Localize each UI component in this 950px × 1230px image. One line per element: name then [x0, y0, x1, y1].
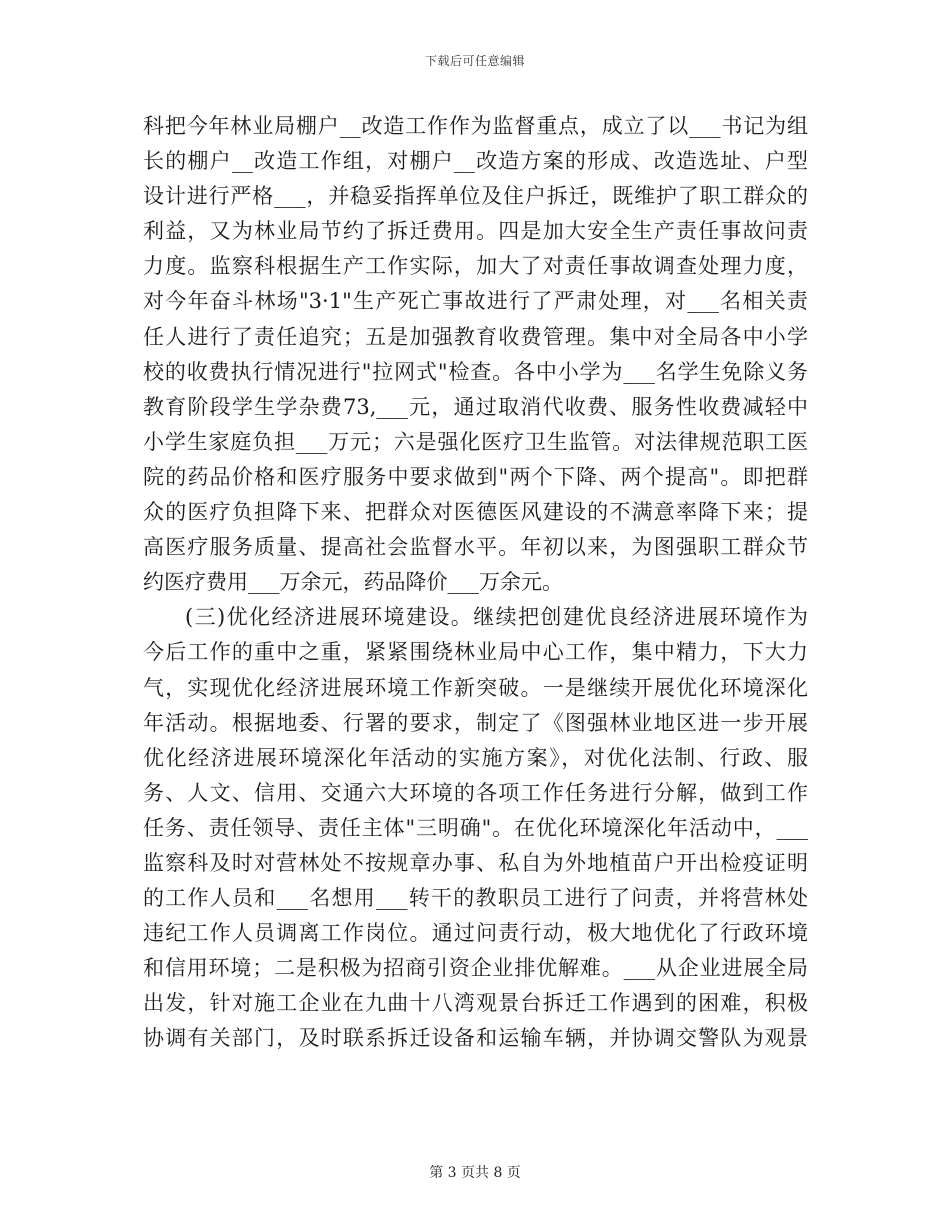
text-line: 利益，又为林业局节约了拆迁费用。四是加大安全生产责任事故问责	[143, 219, 808, 244]
text-line: 约医疗费用___万余元，药品降价___万余元。	[143, 570, 563, 595]
text-line: 力度。监察科根据生产工作实际，加大了对责任事故调查处理力度，	[143, 254, 808, 279]
text-line: 长的棚户__改造工作组，对棚户__改造方案的形成、改造选址、户型	[143, 149, 808, 174]
text-line: 任务、责任领导、责任主体"三明确"。在优化环境深化年活动中，___	[143, 815, 808, 840]
text-line: 对今年奋斗林场"3·1"生产死亡事故进行了严肃处理，对___名相关责	[143, 289, 808, 314]
text-line: 监察科及时对营林处不按规章办事、私自为外地植苗户开出检疫证明	[143, 850, 808, 875]
text-line: 众的医疗负担降下来、把群众对医德医风建设的不满意率降下来；提	[143, 500, 808, 525]
text-line: 优化经济进展环境深化年活动的实施方案》，对优化法制、行政、服	[143, 745, 808, 770]
page-header: 下载后可任意编辑	[424, 54, 525, 68]
page-number-footer: 第 3 页共 8 页	[429, 1165, 521, 1181]
text-line: 科把今年林业局棚户__改造工作作为监督重点，成立了以___书记为组	[143, 114, 808, 138]
text-line: 出发，针对施工企业在九曲十八湾观景台拆迁工作遇到的困难，积极	[143, 991, 808, 1016]
text-line: 任人进行了责任追究；五是加强教育收费管理。集中对全局各中小学	[143, 324, 808, 349]
document-body	[143, 109, 808, 1057]
text-line: 年活动。根据地委、行署的要求，制定了《图强林业地区进一步开展	[143, 710, 808, 735]
text-line: 气，实现优化经济进展环境工作新突破。一是继续开展优化环境深化	[143, 675, 808, 700]
text-line: 设计进行严格___，并稳妥指挥单位及住户拆迁，既维护了职工群众的	[143, 184, 808, 209]
text-line: 高医疗服务质量、提高社会监督水平。年初以来，为图强职工群众节	[143, 535, 808, 560]
text-line: 校的收费执行情况进行"拉网式"检查。各中小学为___名学生免除义务	[143, 359, 808, 384]
text-line: 院的药品价格和医疗服务中要求做到"两个下降、两个提高"。即把群	[143, 464, 808, 489]
text-line: 违纪工作人员调离工作岗位。通过问责行动，极大地优化了行政环境	[143, 921, 808, 946]
text-line: 小学生家庭负担___万元；六是强化医疗卫生监管。对法律规范职工医	[143, 429, 808, 454]
text-line: 教育阶段学生学杂费73,___元，通过取消代收费、服务性收费减轻中	[143, 394, 808, 419]
text-line: 协调有关部门，及时联系拆迁设备和运输车辆，并协调交警队为观景	[143, 1026, 808, 1051]
text-line: 和信用环境；二是积极为招商引资企业排优解难。___从企业进展全局	[143, 956, 808, 981]
section-heading-line: (三)优化经济进展环境建设。继续把创建优良经济进展环境作为	[185, 605, 808, 630]
text-line: 今后工作的重中之重，紧紧围绕林业局中心工作，集中精力，下大力	[143, 640, 808, 665]
text-line: 务、人文、信用、交通六大环境的各项工作任务进行分解，做到工作	[143, 780, 808, 805]
text-line: 的工作人员和___名想用___转干的教职员工进行了问责，并将营林处	[143, 886, 808, 911]
